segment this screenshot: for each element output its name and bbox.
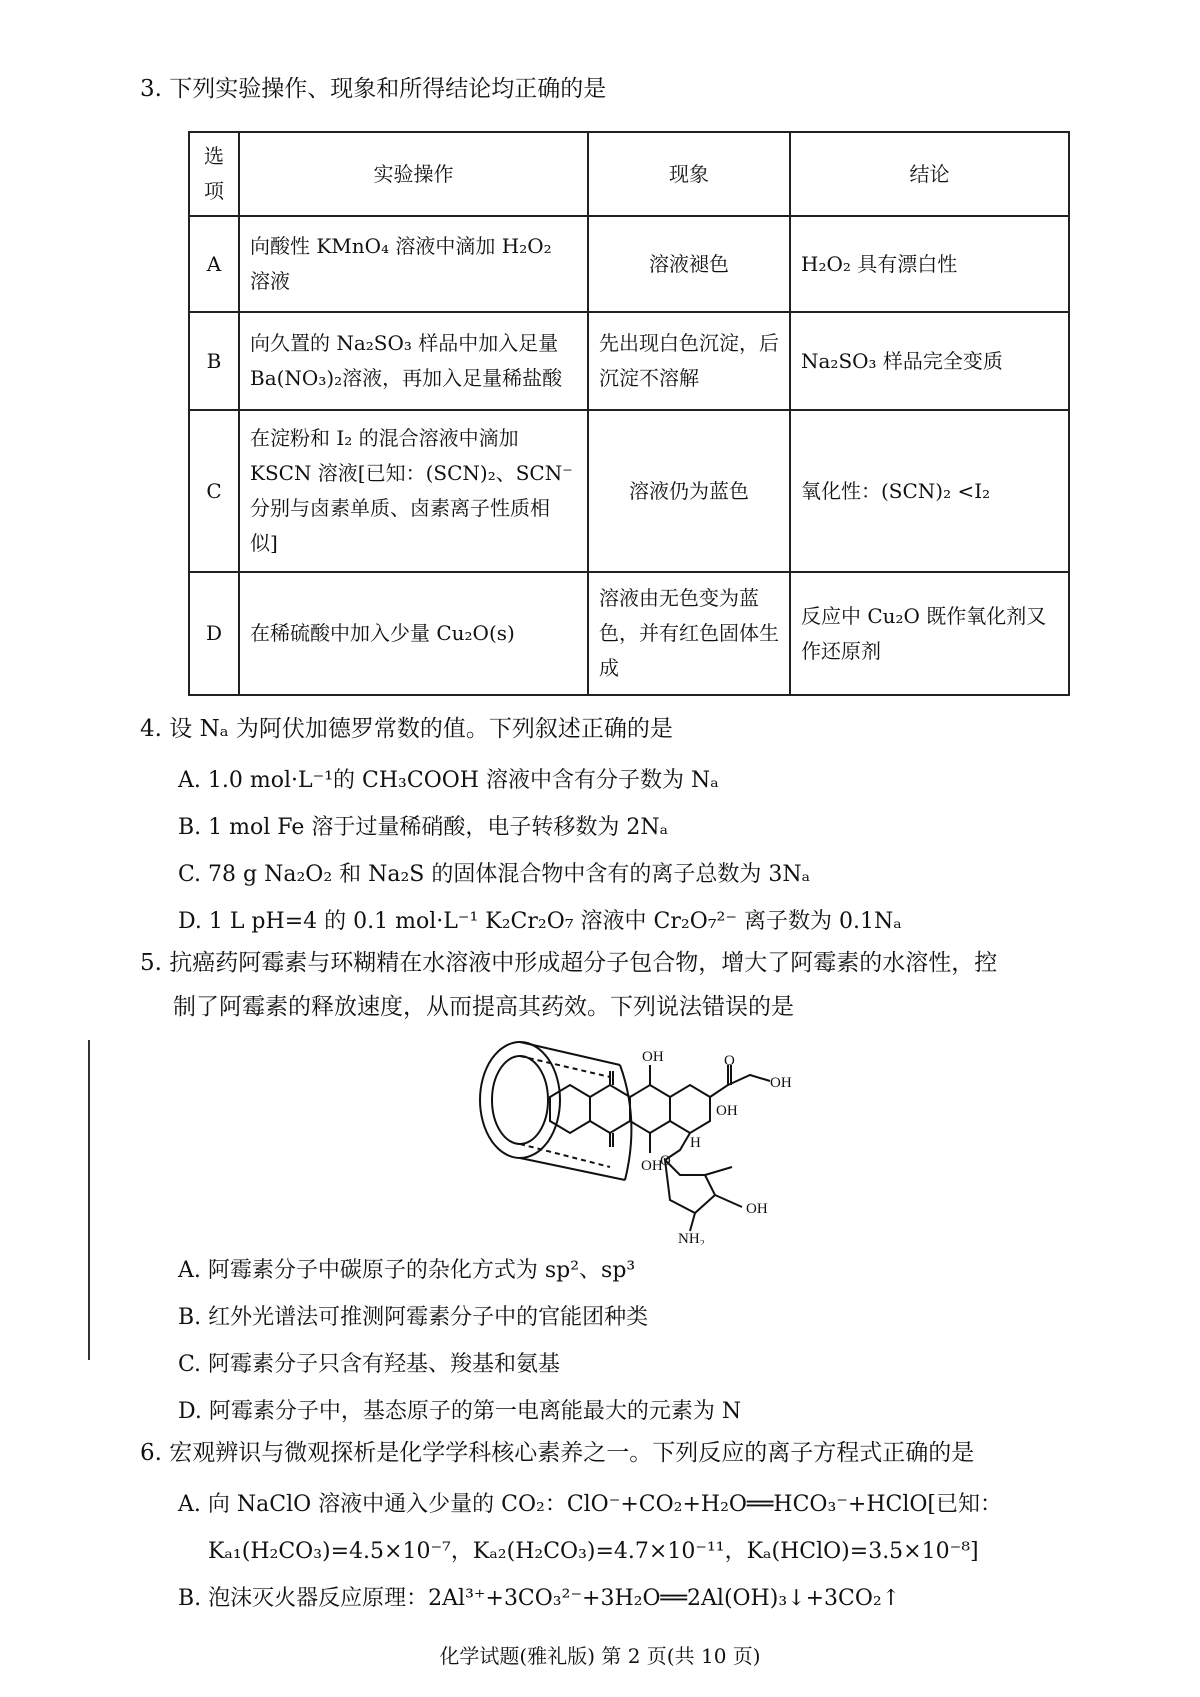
h-label: H <box>690 1135 701 1151</box>
table-row <box>189 312 1069 410</box>
q4-option-d: D. 1 L pH=4 的 0.1 mol·L⁻¹ K₂Cr₂O₇ 溶液中 Cr₂O₇²⁻ 离子数为 0.1Nₐ <box>178 909 902 934</box>
q5-option-a: A. 阿霉素分子中碳原子的杂化方式为 sp²、sp³ <box>178 1258 636 1283</box>
row-conclusion: 氧化性：(SCN)₂ <I₂ <box>790 410 1069 572</box>
row-phenomenon: 溶液褪色 <box>588 216 790 312</box>
margin-line <box>88 1040 90 1360</box>
question-6-stem: 6. 宏观辨识与微观探析是化学学科核心素养之一。下列反应的离子方程式正确的是 <box>140 1440 975 1466</box>
table-header: 结论 <box>790 132 1069 216</box>
row-conclusion: 反应中 Cu₂O 既作氧化剂又作还原剂 <box>790 572 1069 695</box>
q6-option-b: B. 泡沫灭火器反应原理：2Al³⁺+3CO₃²⁻+3H₂O══2Al(OH)₃↓+3CO₂↑ <box>178 1586 901 1611</box>
q6-option-a-line1: A. 向 NaClO 溶液中通入少量的 CO₂：ClO⁻+CO₂+H₂O══HCO₃⁻+HClO[已知： <box>178 1492 1003 1517</box>
oh-label: OH <box>641 1158 663 1174</box>
q5-option-c: C. 阿霉素分子只含有羟基、羧基和氨基 <box>178 1352 561 1377</box>
row-conclusion: Na₂SO₃ 样品完全变质 <box>790 312 1069 410</box>
row-operation: 在淀粉和 I₂ 的混合溶液中滴加 KSCN 溶液[已知：(SCN)₂、SCN⁻分别与卤素单质、卤素离子性质相似] <box>239 410 588 572</box>
oh-label: OH <box>642 1049 664 1065</box>
table-header: 现象 <box>588 132 790 216</box>
table-row <box>189 410 1069 572</box>
q5-option-b: B. 红外光谱法可推测阿霉素分子中的官能团种类 <box>178 1305 649 1330</box>
row-phenomenon: 溶液仍为蓝色 <box>588 410 790 572</box>
q5-option-d: D. 阿霉素分子中，基态原子的第一电离能最大的元素为 N <box>178 1399 742 1424</box>
o-label: O <box>660 1153 671 1169</box>
row-label: B <box>189 312 239 410</box>
oh-label: OH <box>770 1075 792 1091</box>
question-5-stem-line1: 5. 抗癌药阿霉素与环糊精在水溶液中形成超分子包合物，增大了阿霉素的水溶性，控 <box>140 950 998 976</box>
table-header: 实验操作 <box>239 132 588 216</box>
row-label: C <box>189 410 239 572</box>
q4-option-a: A. 1.0 mol·L⁻¹的 CH₃COOH 溶液中含有分子数为 Nₐ <box>178 768 719 793</box>
q4-option-b: B. 1 mol Fe 溶于过量稀硝酸，电子转移数为 2Nₐ <box>178 815 669 840</box>
q6-option-a-line2: Kₐ₁(H₂CO₃)=4.5×10⁻⁷，Kₐ₂(H₂CO₃)=4.7×10⁻¹¹，Kₐ(HClO)=3.5×10⁻⁸] <box>208 1539 979 1564</box>
row-operation: 向酸性 KMnO₄ 溶液中滴加 H₂O₂ 溶液 <box>239 216 588 312</box>
row-phenomenon: 溶液由无色变为蓝色，并有红色固体生成 <box>588 572 790 695</box>
table-header-row <box>189 132 1069 216</box>
nh2-label: NH₂ <box>678 1231 705 1245</box>
row-label: A <box>189 216 239 312</box>
row-phenomenon: 先出现白色沉淀，后沉淀不溶解 <box>588 312 790 410</box>
doxorubicin-cyclodextrin-figure <box>470 1035 800 1245</box>
table-header: 选项 <box>189 132 239 216</box>
row-operation: 向久置的 Na₂SO₃ 样品中加入足量 Ba(NO₃)₂溶液，再加入足量稀盐酸 <box>239 312 588 410</box>
row-operation: 在稀硫酸中加入少量 Cu₂O(s) <box>239 572 588 695</box>
experiment-table <box>188 131 1070 696</box>
row-conclusion: H₂O₂ 具有漂白性 <box>790 216 1069 312</box>
page-footer: 化学试题(雅礼版) 第 2 页(共 10 页) <box>439 1644 761 1668</box>
o-label: O <box>724 1053 735 1069</box>
question-5-stem-line2: 制了阿霉素的释放速度，从而提高其药效。下列说法错误的是 <box>173 994 794 1020</box>
table-row <box>189 572 1069 695</box>
table-row <box>189 216 1069 312</box>
question-3-stem: 3. 下列实验操作、现象和所得结论均正确的是 <box>140 76 607 102</box>
row-label: D <box>189 572 239 695</box>
oh-label: OH <box>746 1201 768 1217</box>
oh-label: OH <box>716 1103 738 1119</box>
question-4-stem: 4. 设 Nₐ 为阿伏加德罗常数的值。下列叙述正确的是 <box>140 716 673 742</box>
q4-option-c: C. 78 g Na₂O₂ 和 Na₂S 的固体混合物中含有的离子总数为 3Nₐ <box>178 862 811 887</box>
